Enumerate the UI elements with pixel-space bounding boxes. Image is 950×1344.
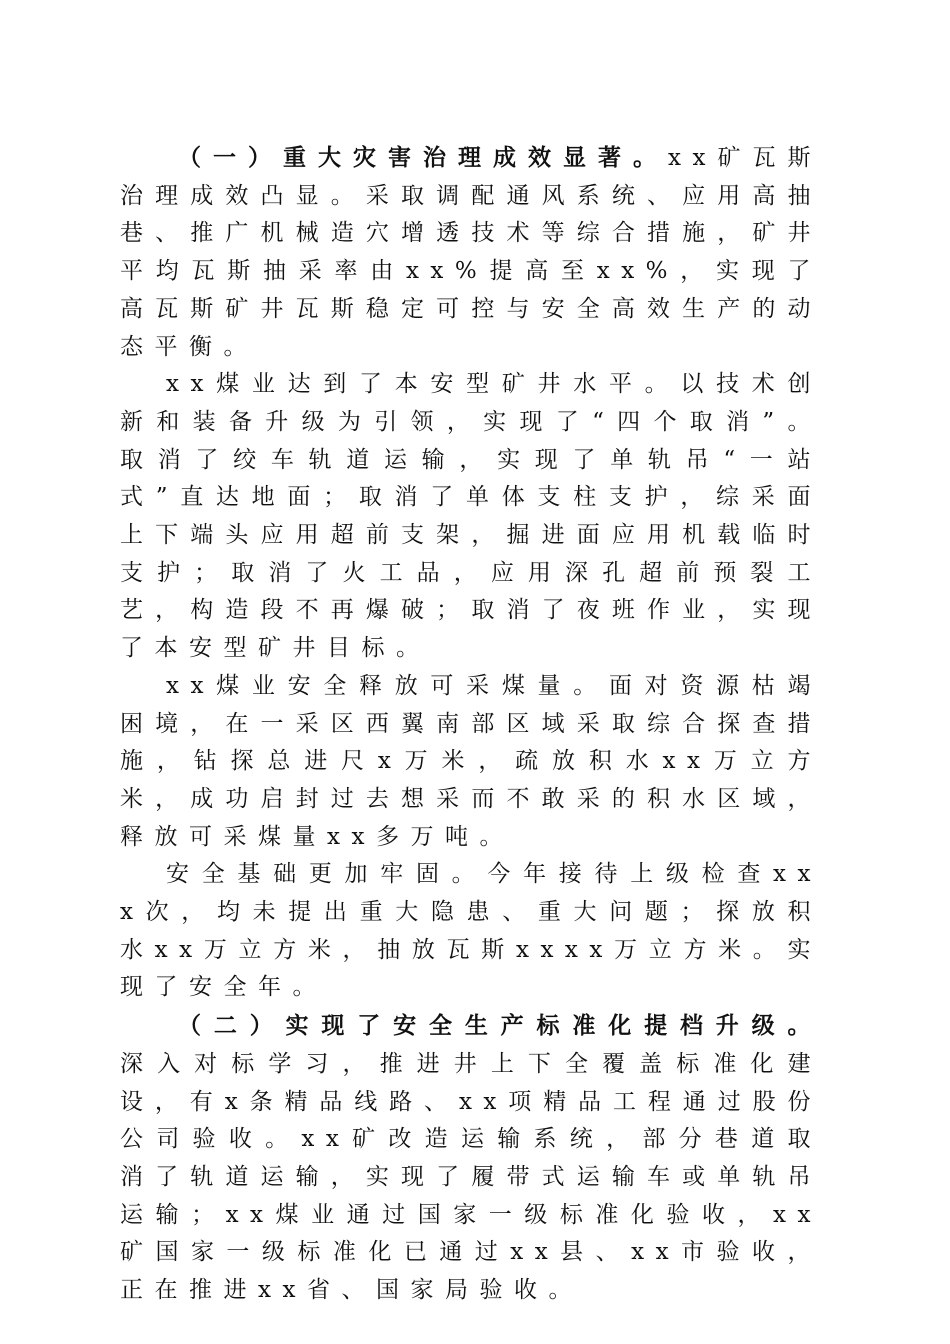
paragraph-text: 深入对标学习，推进井上下全覆盖标准化建设，有x条精品线路、xx项精品工程通过股份公司验收。xx矿改造运输系统，部分巷道取消了轨道运输，实现了履带式运输车或单轨吊运输；xx煤业通过国家一级标准化验收，xx矿国家一级标准化已通过xx县、xx市验收，正在推进xx省、国家局验收。 xyxy=(120,1050,822,1304)
paragraph-safety-foundation xyxy=(120,856,822,1007)
paragraph-text: xx煤业达到了本安型矿井水平。以技术创新和装备升级为引领，实现了“四个取消”。取消了绞车轨道运输，实现了单轨吊“一站式”直达地面；取消了单体支柱支护，综采面上下端头应用超前支架，掘进面应用机载临时支护；取消了火工品，应用深孔超前预裂工艺，构造段不再爆破；取消了夜班作业，实现了本安型矿井目标。 xyxy=(120,371,822,662)
section-heading-2: （二）实现了安全生产标准化提档升级。 xyxy=(178,1012,822,1040)
paragraph-text: 安全基础更加牢固。今年接待上级检查xxx次，均未提出重大隐患、重大问题；探放积水xx万立方米，抽放瓦斯xxxx万立方米。实现了安全年。 xyxy=(120,861,822,1001)
section-heading-1: （一）重大灾害治理成效显著。 xyxy=(178,144,669,171)
paragraph-text: xx矿瓦斯治理成效凸显。采取调配通风系统、应用高抽巷、推广机械造穴增透技术等综合措施，矿井平均瓦斯抽采率由xx%提高至xx%，实现了高瓦斯矿井瓦斯稳定可控与安全高效生产的动态平衡。 xyxy=(120,145,822,360)
paragraph-intrinsic-safety-mine xyxy=(120,366,822,668)
document-page xyxy=(120,139,822,1310)
paragraph-text: xx煤业安全释放可采煤量。面对资源枯竭困境，在一采区西翼南部区域采取综合探查措施，钻探总进尺x万米，疏放积水xx万立方米，成功启封过去想采而不敢采的积水区域，释放可采煤量xx多万吨。 xyxy=(120,672,822,850)
paragraph-standardization-upgrade xyxy=(120,1007,822,1310)
paragraph-major-disaster-control xyxy=(120,139,822,366)
paragraph-release-coal-reserves xyxy=(120,668,822,857)
